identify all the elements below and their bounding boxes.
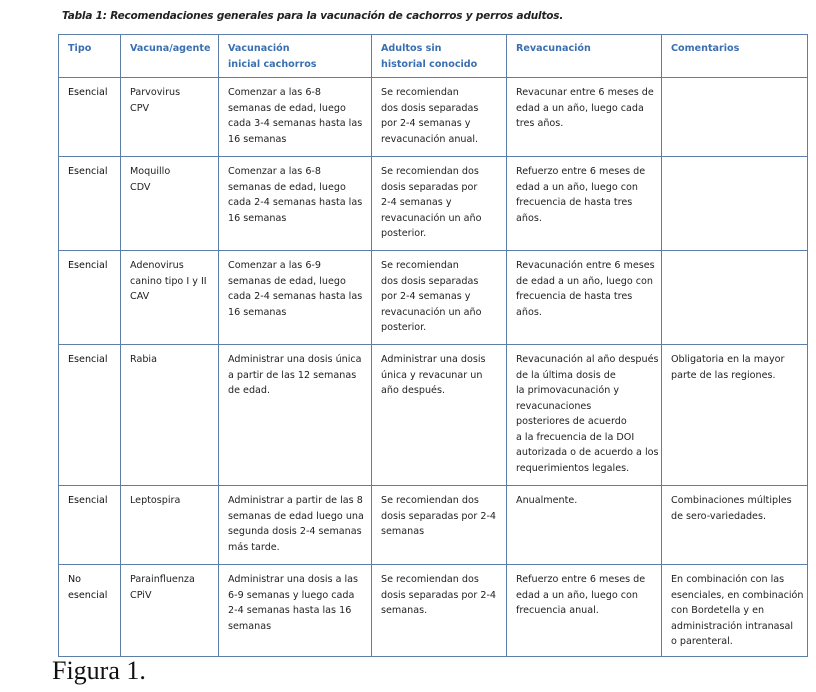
cell-vacuna — [121, 486, 219, 565]
cell-line: edad a un año, luego con — [516, 589, 638, 601]
cell-adultos — [372, 157, 507, 251]
cell-line: por 2-4 semanas y — [381, 118, 471, 129]
cell-revacunacion — [507, 157, 662, 251]
cell-inicial — [219, 565, 372, 657]
cell-line: Se recomiendan dos — [381, 495, 479, 506]
cell-line: cada 2-4 semanas hasta las — [228, 291, 363, 302]
cell-line: esencial — [68, 589, 108, 601]
cell-line: historial conocido — [381, 58, 478, 70]
cell-line: cada 2-4 semanas hasta las — [228, 197, 363, 208]
cell-comentarios — [662, 78, 808, 157]
cell-line: Combinaciones múltiples — [671, 495, 792, 506]
cell-vacuna — [121, 251, 219, 345]
cell-comentarios — [662, 157, 808, 251]
cell-line: Comenzar a las 6-9 — [228, 260, 321, 271]
cell-line: dosis separadas por — [381, 181, 478, 193]
cell-line: autorizada o de acuerdo a los — [516, 447, 659, 458]
table-row — [59, 251, 808, 345]
cell-line: revacunaciones — [516, 400, 592, 412]
cell-line: de la última dosis de — [516, 369, 616, 381]
cell-line: semanas de edad, luego — [228, 275, 346, 287]
cell-tipo — [59, 345, 121, 486]
cell-line: semanas — [228, 620, 272, 632]
cell-tipo — [59, 157, 121, 251]
cell-comentarios — [662, 345, 808, 486]
cell-inicial — [219, 78, 372, 157]
cell-line: Se recomiendan — [381, 87, 459, 98]
cell-line: con Bordetella y en — [671, 605, 765, 616]
cell-comentarios — [662, 251, 808, 345]
cell-line: revacunación un año — [381, 306, 482, 318]
cell-line: Se recomiendan — [381, 260, 459, 271]
cell-line: En combinación con las — [671, 574, 785, 585]
cell-line: Revacunación — [516, 43, 591, 54]
header-vacuna — [121, 35, 219, 78]
cell-tipo — [59, 486, 121, 565]
cell-line: 2-4 semanas hasta las 16 — [228, 605, 352, 616]
cell-line: administración intranasal — [671, 620, 794, 632]
cell-line: Administrar una dosis — [381, 354, 486, 365]
cell-vacuna — [121, 157, 219, 251]
cell-vacuna — [121, 78, 219, 157]
cell-line: dos dosis separadas — [381, 102, 479, 114]
cell-line: posterior. — [381, 322, 427, 333]
cell-line: Anualmente. — [516, 495, 578, 506]
cell-line: años. — [516, 212, 542, 224]
cell-line: Parvovirus — [130, 87, 181, 98]
cell-line: Esencial — [68, 354, 108, 365]
cell-line: semanas de edad, luego — [228, 181, 346, 193]
cell-line: Refuerzo entre 6 meses de — [516, 166, 646, 177]
cell-line: Esencial — [68, 87, 108, 98]
cell-line: Esencial — [68, 495, 108, 506]
cell-tipo — [59, 78, 121, 157]
cell-line: requerimientos legales. — [516, 462, 630, 474]
cell-line: Moquillo — [130, 166, 171, 177]
cell-adultos — [372, 251, 507, 345]
table-caption: Tabla 1: Recomendaciones generales para la vacunación de cachorros y perros adultos. — [62, 10, 564, 22]
cell-line: o parenteral. — [671, 636, 733, 647]
cell-line: 6-9 semanas y luego cada — [228, 589, 355, 601]
cell-line: frecuencia anual. — [516, 605, 599, 616]
cell-line: Administrar una dosis a las — [228, 574, 359, 585]
figure-label: Figura 1. — [52, 656, 146, 685]
table-row — [59, 157, 808, 251]
cell-line: Adenovirus — [130, 260, 184, 271]
cell-line: Refuerzo entre 6 meses de — [516, 574, 646, 585]
header-inicial — [219, 35, 372, 78]
cell-line: Revacunar entre 6 meses de — [516, 87, 654, 98]
cell-line: Vacunación — [228, 43, 290, 54]
cell-line: revacunación anual. — [381, 133, 479, 145]
cell-revacunacion — [507, 345, 662, 486]
cell-line: parte de las regiones. — [671, 369, 776, 381]
table-header-row — [59, 35, 808, 78]
cell-tipo — [59, 565, 121, 657]
cell-comentarios — [662, 486, 808, 565]
cell-line: posteriores de acuerdo — [516, 416, 627, 427]
cell-revacunacion — [507, 251, 662, 345]
cell-line: tres años. — [516, 118, 564, 129]
cell-line: 16 semanas — [228, 133, 287, 145]
cell-revacunacion — [507, 486, 662, 565]
cell-revacunacion — [507, 78, 662, 157]
cell-line: Tipo — [68, 43, 92, 54]
cell-line: años. — [516, 306, 542, 318]
cell-line: de edad a un año, luego con — [516, 275, 654, 287]
cell-line: frecuencia de hasta tres — [516, 291, 633, 302]
cell-line: Comenzar a las 6-8 — [228, 87, 321, 98]
cell-comentarios — [662, 565, 808, 657]
cell-line: 16 semanas — [228, 306, 287, 318]
cell-line: Revacunación entre 6 meses — [516, 260, 655, 271]
header-adultos — [372, 35, 507, 78]
cell-line: más tarde. — [228, 541, 280, 553]
cell-line: por 2-4 semanas y — [381, 291, 471, 302]
cell-revacunacion — [507, 565, 662, 657]
cell-line: segunda dosis 2-4 semanas — [228, 526, 362, 537]
cell-line: CPV — [130, 102, 150, 114]
cell-line: única y revacunar un — [381, 369, 483, 381]
cell-line: Leptospira — [130, 495, 181, 506]
cell-line: 16 semanas — [228, 212, 287, 224]
cell-line: de edad. — [228, 385, 271, 396]
cell-line: CPiV — [130, 589, 152, 601]
cell-line: CAV — [130, 291, 150, 302]
cell-line: la primovacunación y — [516, 385, 619, 396]
table-row — [59, 486, 808, 565]
cell-line: dos dosis separadas — [381, 275, 479, 287]
header-revacunacion — [507, 35, 662, 78]
cell-line: No — [68, 574, 82, 585]
cell-line: Comentarios — [671, 43, 740, 54]
cell-line: esenciales, en combinación — [671, 589, 804, 601]
cell-line: Obligatoria en la mayor — [671, 354, 785, 365]
table-row — [59, 565, 808, 657]
cell-line: Se recomiendan dos — [381, 166, 479, 177]
cell-adultos — [372, 486, 507, 565]
cell-line: de sero-variedades. — [671, 510, 767, 522]
cell-line: frecuencia de hasta tres — [516, 197, 633, 208]
cell-line: inicial cachorros — [228, 58, 317, 70]
cell-inicial — [219, 251, 372, 345]
cell-line: 2-4 semanas y — [381, 197, 452, 208]
cell-line: Administrar una dosis única — [228, 354, 362, 365]
cell-line: Esencial — [68, 260, 108, 271]
cell-adultos — [372, 78, 507, 157]
cell-line: Adultos sin — [381, 43, 442, 54]
cell-tipo — [59, 251, 121, 345]
cell-line: semanas — [381, 526, 425, 537]
cell-line: dosis separadas por 2-4 — [381, 510, 497, 522]
header-comentarios — [662, 35, 808, 78]
cell-line: Parainfluenza — [130, 574, 195, 585]
cell-line: a partir de las 12 semanas — [228, 369, 357, 381]
cell-line: año después. — [381, 385, 445, 396]
table-row — [59, 345, 808, 486]
cell-line: Se recomiendan dos — [381, 574, 479, 585]
cell-line: semanas. — [381, 605, 428, 616]
cell-adultos — [372, 565, 507, 657]
cell-line: Rabia — [130, 354, 157, 365]
cell-line: Administrar a partir de las 8 — [228, 495, 363, 506]
cell-line: Vacuna/agente — [130, 43, 211, 54]
cell-line: cada 3-4 semanas hasta las — [228, 118, 363, 129]
table-body — [59, 78, 808, 657]
cell-inicial — [219, 157, 372, 251]
cell-inicial — [219, 345, 372, 486]
cell-line: CDV — [130, 181, 151, 193]
cell-line: edad a un año, luego cada — [516, 102, 644, 114]
cell-line: semanas de edad luego una — [228, 510, 364, 522]
cell-vacuna — [121, 345, 219, 486]
cell-line: posterior. — [381, 228, 427, 239]
cell-line: Esencial — [68, 166, 108, 177]
cell-line: a la frecuencia de la DOI — [516, 431, 635, 443]
cell-line: canino tipo I y II — [130, 275, 207, 287]
cell-line: Comenzar a las 6-8 — [228, 166, 321, 177]
cell-inicial — [219, 486, 372, 565]
table-row — [59, 78, 808, 157]
cell-adultos — [372, 345, 507, 486]
cell-line: semanas de edad, luego — [228, 102, 346, 114]
header-tipo — [59, 35, 121, 78]
cell-line: edad a un año, luego con — [516, 181, 638, 193]
cell-line: dosis separadas por 2-4 — [381, 589, 497, 601]
cell-line: revacunación un año — [381, 212, 482, 224]
vaccination-table — [58, 34, 808, 657]
cell-vacuna — [121, 565, 219, 657]
cell-line: Revacunación al año después — [516, 354, 659, 365]
